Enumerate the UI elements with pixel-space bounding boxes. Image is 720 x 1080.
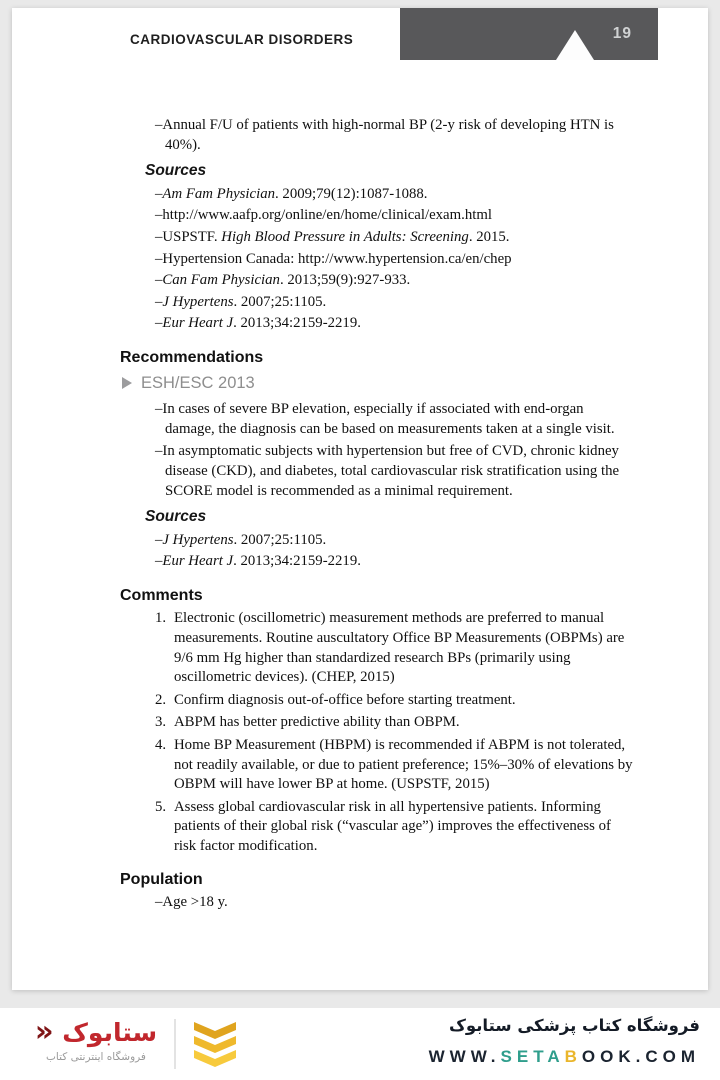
source-journal: Eur Heart J xyxy=(162,553,234,570)
comment-item xyxy=(155,798,636,857)
source-item xyxy=(155,313,636,335)
bookstore-footer xyxy=(0,1008,720,1080)
comment-text: Home BP Measurement (HBPM) is recommended if ABPM is not tolerated, not readily available, or due to patient preference; 15%–30% of elevations by OBPM will have lower BP at home. (USPSTF, 2015) xyxy=(174,737,633,793)
logo-wordmark-row xyxy=(26,1014,166,1050)
comment-number: 3. xyxy=(155,714,167,731)
comment-item xyxy=(155,713,636,733)
source-journal: Am Fam Physician xyxy=(162,185,276,202)
comments-heading: Comments xyxy=(120,586,203,604)
store-website-url xyxy=(429,1047,700,1067)
source-text: –USPSTF. xyxy=(155,228,222,245)
url-b: B xyxy=(564,1047,582,1066)
chapter-title: CARDIOVASCULAR DISORDERS xyxy=(130,32,354,47)
source-item xyxy=(155,249,636,271)
source-item xyxy=(155,227,636,249)
comment-number: 4. xyxy=(155,737,167,754)
comment-item xyxy=(155,691,636,711)
comment-number: 2. xyxy=(155,691,167,708)
sources-heading: Sources xyxy=(145,508,207,526)
source-item xyxy=(155,205,636,227)
recommendations-heading: Recommendations xyxy=(120,348,264,366)
comment-number: 1. xyxy=(155,610,167,627)
comment-text: Electronic (oscillometric) measurement methods are preferred to manual measurements. Routine auscultatory Office BP Measurements (OBPMs) are 9/6 mm Hg higher than standardized research BPs (primarily using oscillometric devices). (CHEP, 2015) xyxy=(174,610,625,686)
comment-item xyxy=(155,736,636,795)
comment-item xyxy=(155,609,636,687)
source-text: –http://www.aafp.org/online/en/home/clinical/exam.html xyxy=(155,207,492,224)
comment-number: 5. xyxy=(155,798,167,815)
comment-text: Assess global cardiovascular risk in all hypertensive patients. Informing patients of their global risk (“vascular age”) improves the effectiveness of risk factor modification. xyxy=(174,798,611,854)
source-item xyxy=(155,270,636,292)
source-text: . 2007;25:1105. xyxy=(233,293,327,310)
guideline-org-row xyxy=(122,374,636,394)
source-item xyxy=(155,551,636,573)
source-text: – xyxy=(155,553,163,570)
source-item xyxy=(155,530,636,552)
source-item xyxy=(155,184,636,206)
source-text: . 2013;34:2159-2219. xyxy=(233,553,361,570)
page-content xyxy=(120,116,636,913)
url-rest: OOK.COM xyxy=(581,1047,700,1066)
source-journal: J Hypertens xyxy=(162,293,234,310)
store-name-persian: فروشگاه کتاب پزشکی ستابوک xyxy=(449,1016,700,1035)
setabook-logo xyxy=(26,1014,166,1063)
source-text: . 2007;25:1105. xyxy=(233,531,327,548)
recommendation-item: –In asymptomatic subjects with hypertension but free of CVD, chronic kidney disease (CKD), and diabetes, total cardiovascular risk stratification using the SCORE model is recommended as a minimal requirement. xyxy=(155,443,620,499)
page-number: 19 xyxy=(612,25,632,42)
url-www: WWW. xyxy=(428,1047,501,1066)
sources-heading: Sources xyxy=(145,162,207,180)
population-heading: Population xyxy=(120,870,203,888)
url-seta: SETA xyxy=(500,1047,565,1066)
logo-tagline: فروشگاه اینترنتی کتاب xyxy=(46,1051,146,1063)
source-text: – xyxy=(155,531,163,548)
book-page xyxy=(12,8,708,990)
recommendation-item: –In cases of severe BP elevation, especially if associated with end-organ damage, the diagnosis can be based on measurements taken at a single visit. xyxy=(155,401,615,437)
bullet-item: –Annual F/U of patients with high-normal BP (2-y risk of developing HTN is 40%). xyxy=(155,117,614,153)
source-text: – xyxy=(155,272,163,289)
source-text: . 2009;79(12):1087-1088. xyxy=(275,185,428,202)
stacked-chevrons-icon xyxy=(190,1020,240,1073)
source-text: . 2013;34:2159-2219. xyxy=(233,315,361,332)
population-item: –Age >18 y. xyxy=(155,894,228,911)
footer-divider xyxy=(174,1019,176,1069)
source-text: . 2013;59(9):927-933. xyxy=(279,272,411,289)
source-journal: J Hypertens xyxy=(162,531,234,548)
logo-guillemet-icon: « xyxy=(34,1014,54,1048)
source-journal: High Blood Pressure in Adults: Screening xyxy=(221,228,469,245)
source-text: . 2015. xyxy=(468,228,510,245)
tab-arrow-up-icon xyxy=(556,30,594,60)
source-journal: Can Fam Physician xyxy=(162,272,280,289)
page-number-tab xyxy=(400,8,658,60)
logo-wordmark: ستابوک xyxy=(62,1018,158,1047)
comment-text: Confirm diagnosis out-of-office before starting treatment. xyxy=(174,691,516,708)
guideline-org-label: ESH/ESC 2013 xyxy=(141,373,255,392)
source-text: – xyxy=(155,293,163,310)
source-text: – xyxy=(155,185,163,202)
source-text: –Hypertension Canada: http://www.hypertension.ca/en/chep xyxy=(155,250,512,267)
triangle-right-icon xyxy=(122,377,132,389)
comment-text: ABPM has better predictive ability than OBPM. xyxy=(174,714,460,731)
source-text: – xyxy=(155,315,163,332)
source-journal: Eur Heart J xyxy=(162,315,234,332)
source-item xyxy=(155,292,636,314)
